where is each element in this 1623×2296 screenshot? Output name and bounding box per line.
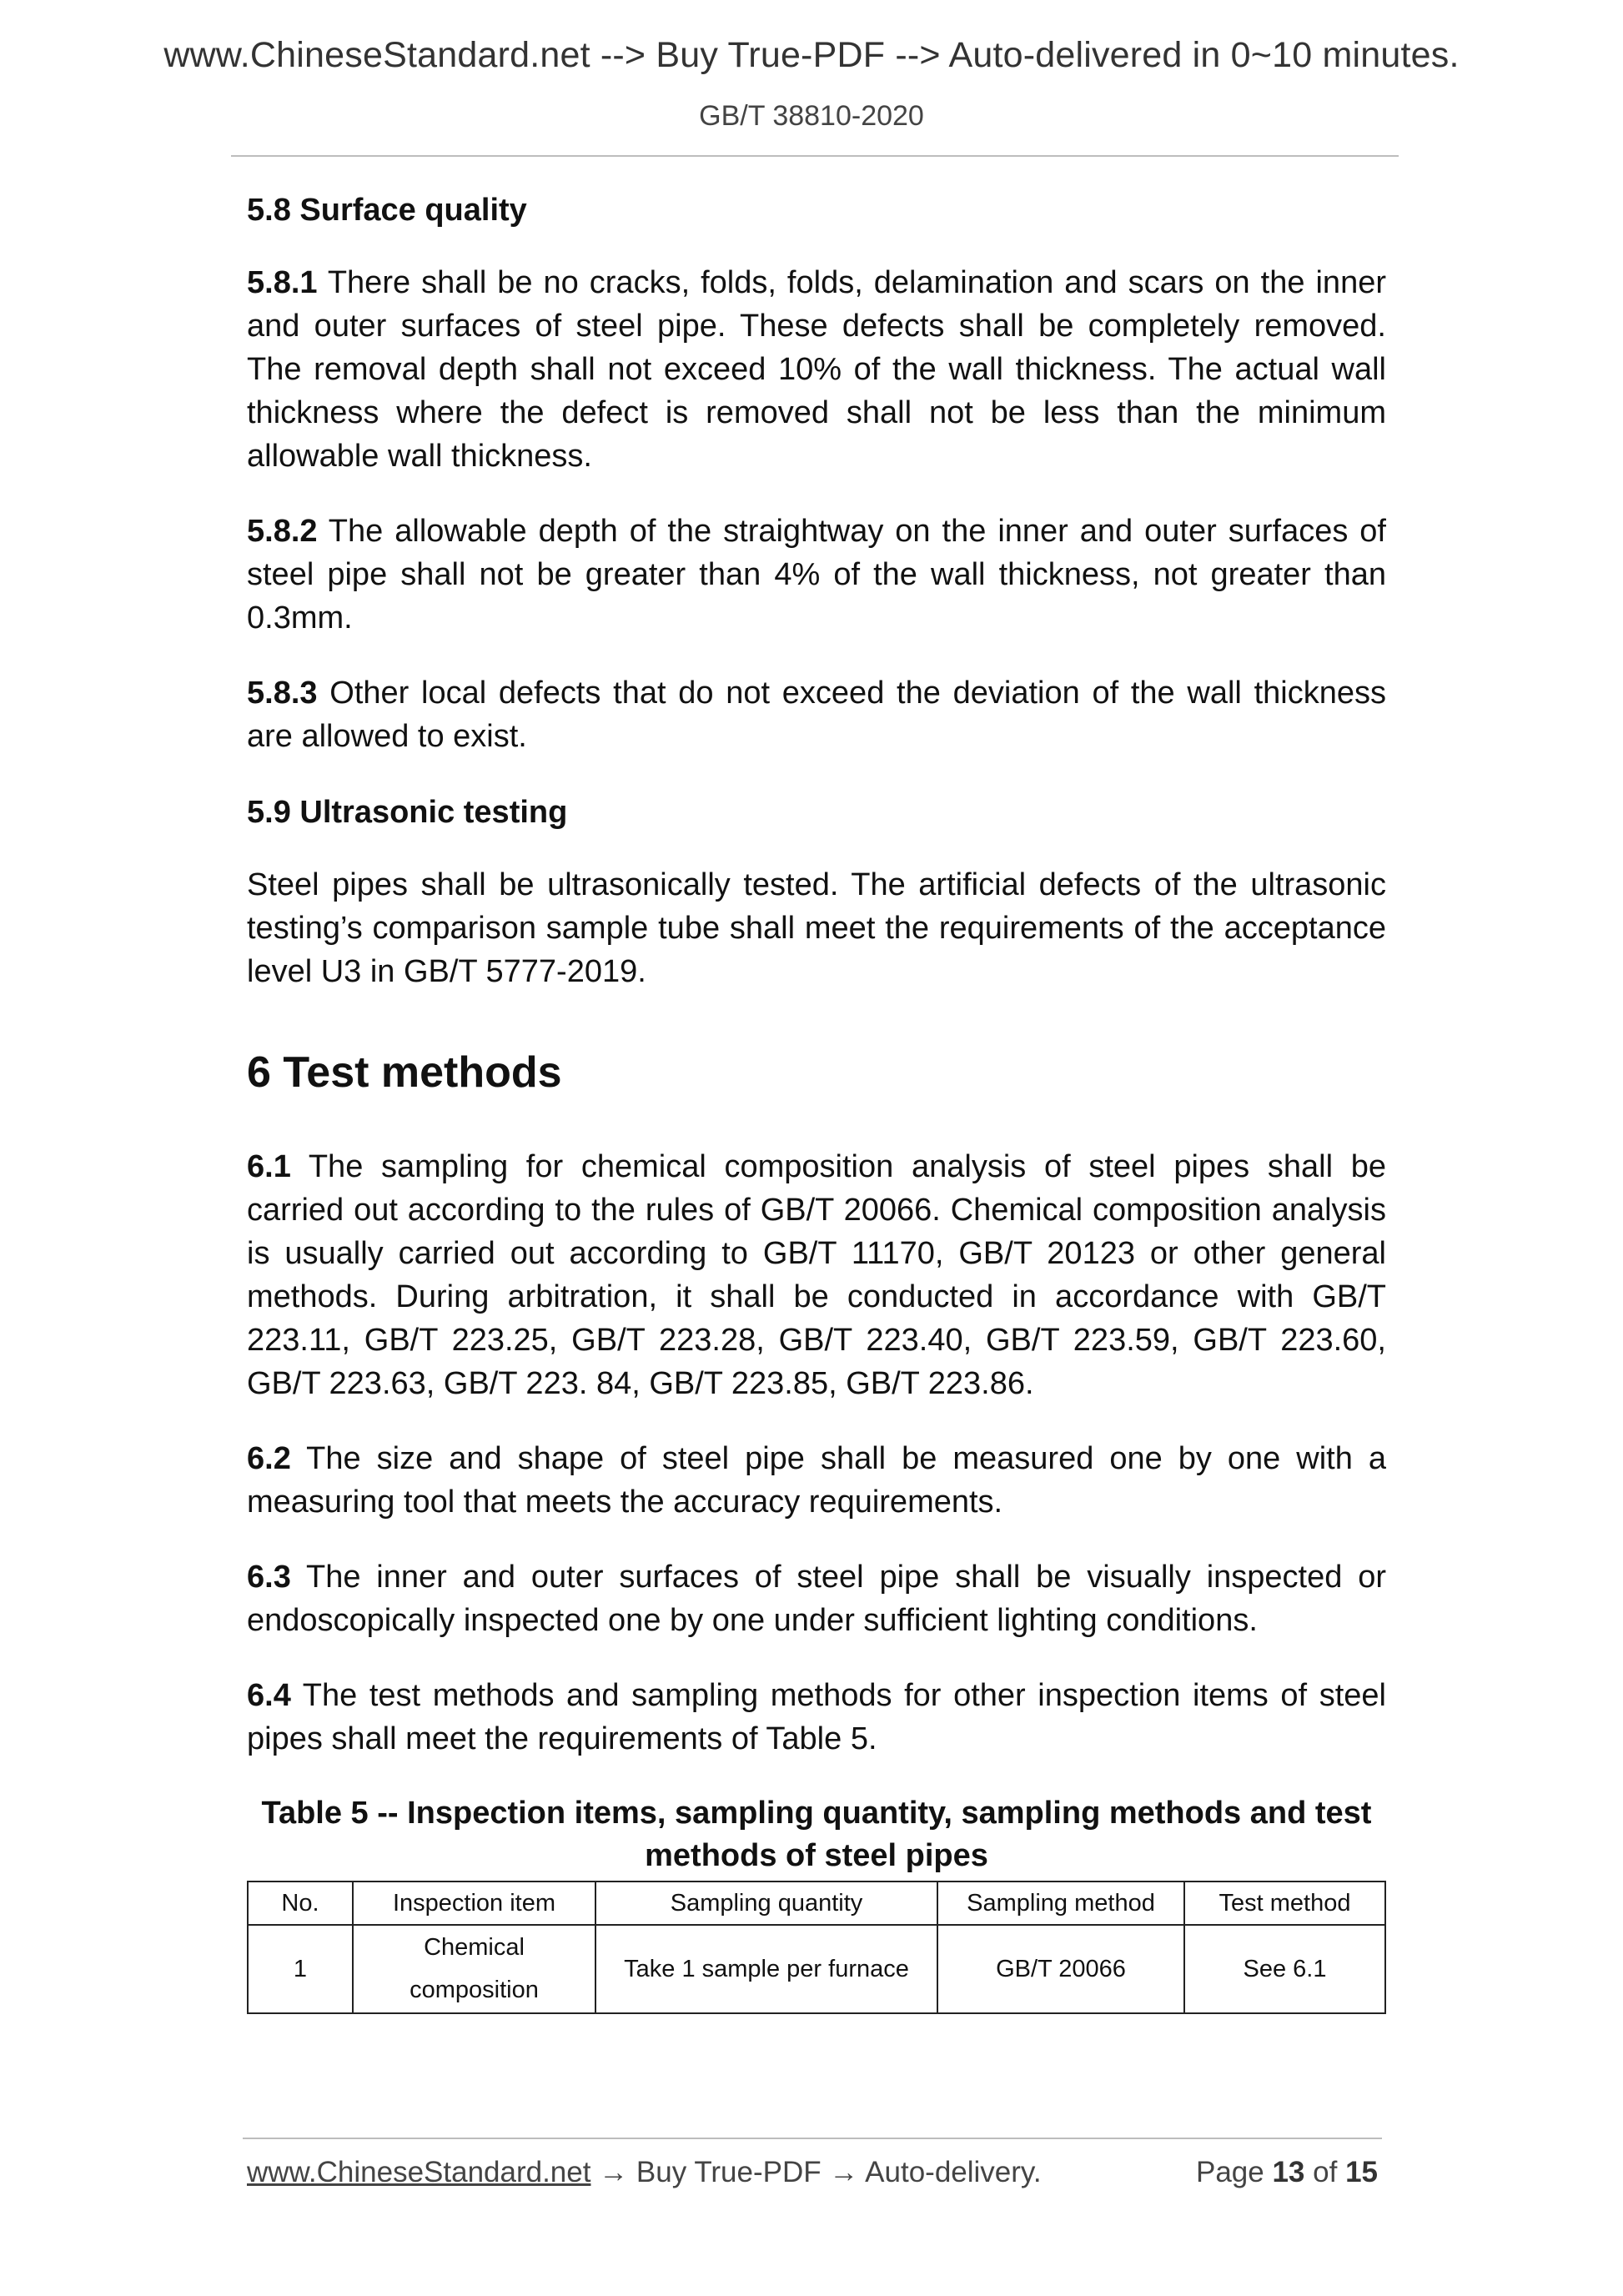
- table-5-caption: Table 5 -- Inspection items, sampling quantity, sampling methods and test methods of steel pipes: [261, 1796, 1372, 1873]
- column-header-sampling-quantity: Sampling quantity: [595, 1882, 937, 1925]
- clause-number: 5.8.3: [247, 676, 318, 711]
- paragraph-6-3: [247, 1555, 1386, 1642]
- heading-5-9: 5.9 Ultrasonic testing: [247, 795, 568, 830]
- page-content: [247, 188, 1386, 2014]
- clause-number: 5.8.1: [247, 265, 318, 300]
- clause-text: There shall be no cracks, folds, folds, delamination and scars on the inner and outer surfaces of steel pipe. These defects shall be completely removed. The removal depth shall not exceed 10% of the wall thickness. The actual wall thickness where the defect is removed shall not be less than the minimum allowable wall thickness.: [247, 265, 1386, 474]
- site-banner: www.ChineseStandard.net --> Buy True-PDF --> Auto-delivered in 0~10 minutes.: [163, 35, 1460, 75]
- paragraph-5-9: Steel pipes shall be ultrasonically tested. The artificial defects of the ultrasonic testing’s comparison sample tube shall meet the requirements of the acceptance level U3 in GB/T 5777-2019.: [247, 867, 1386, 989]
- heading-6: 6 Test methods: [247, 1048, 562, 1097]
- of-word: of: [1313, 2156, 1338, 2188]
- table-5: [247, 1881, 1386, 2014]
- clause-number: 6.1: [247, 1149, 291, 1184]
- cell-sampling-method: GB/T 20066: [937, 1925, 1184, 2013]
- footer-tagline: → Buy True-PDF → Auto-delivery.: [590, 2156, 1042, 2188]
- page-indicator: [1196, 2156, 1378, 2189]
- page-word: Page: [1195, 2156, 1264, 2188]
- clause-text: The size and shape of steel pipe shall be measured one by one with a measuring tool that meets the accuracy requirements.: [247, 1441, 1386, 1520]
- clause-number: 6.2: [247, 1441, 291, 1476]
- footer-site-link[interactable]: www.ChineseStandard.net: [247, 2156, 591, 2188]
- current-page-number: 13: [1272, 2156, 1305, 2188]
- heading-5-8: 5.8 Surface quality: [247, 193, 527, 228]
- table-row: [248, 1925, 1385, 2013]
- page-footer: [247, 2156, 1378, 2189]
- total-page-number: 15: [1345, 2156, 1378, 2188]
- column-header-no: No.: [248, 1882, 353, 1925]
- column-header-sampling-method: Sampling method: [937, 1882, 1184, 1925]
- clause-text: The test methods and sampling methods for other inspection items of steel pipes shall meet the requirements of Table 5.: [247, 1678, 1386, 1756]
- header-divider: [231, 155, 1399, 157]
- cell-test-method: See 6.1: [1184, 1925, 1385, 2013]
- footer-divider: [243, 2138, 1382, 2139]
- clause-text: Other local defects that do not exceed the deviation of the wall thickness are allowed to exist.: [247, 676, 1386, 754]
- cell-sampling-quantity: Take 1 sample per furnace: [595, 1925, 937, 2013]
- paragraph-5-8-2: [247, 510, 1386, 640]
- clause-number: 5.8.2: [247, 514, 318, 549]
- clause-text: The allowable depth of the straightway on the inner and outer surfaces of steel pipe shall not be greater than 4% of the wall thickness, not greater than 0.3mm.: [247, 514, 1386, 636]
- clause-number: 6.3: [247, 1560, 291, 1595]
- document-id: GB/T 38810-2020: [699, 100, 924, 132]
- paragraph-5-8-3: [247, 671, 1386, 758]
- paragraph-6-2: [247, 1437, 1386, 1524]
- clause-number: 6.4: [247, 1678, 291, 1713]
- cell-inspection-item: Chemical composition: [353, 1925, 595, 2013]
- clause-text: The inner and outer surfaces of steel pipe shall be visually inspected or endoscopically inspected one by one under sufficient lighting conditions.: [247, 1560, 1386, 1638]
- clause-text: The sampling for chemical composition analysis of steel pipes shall be carried out according to the rules of GB/T 20066. Chemical composition analysis is usually carried out according to GB/T 11170, GB/T 20123 or other general methods. During arbitration, it shall be conducted in accordance with GB/T 223.11, GB/T 223.25, GB/T 223.28, GB/T 223.40, GB/T 223.59, GB/T 223.60, GB/T 223.63, GB/T 223. 84, GB/T 223.85, GB/T 223.86.: [247, 1149, 1386, 1401]
- column-header-inspection-item: Inspection item: [353, 1882, 595, 1925]
- cell-no: 1: [248, 1925, 353, 2013]
- paragraph-6-1: [247, 1145, 1386, 1405]
- column-header-test-method: Test method: [1184, 1882, 1385, 1925]
- paragraph-6-4: [247, 1674, 1386, 1761]
- paragraph-5-8-1: [247, 261, 1386, 478]
- table-header-row: [248, 1882, 1385, 1925]
